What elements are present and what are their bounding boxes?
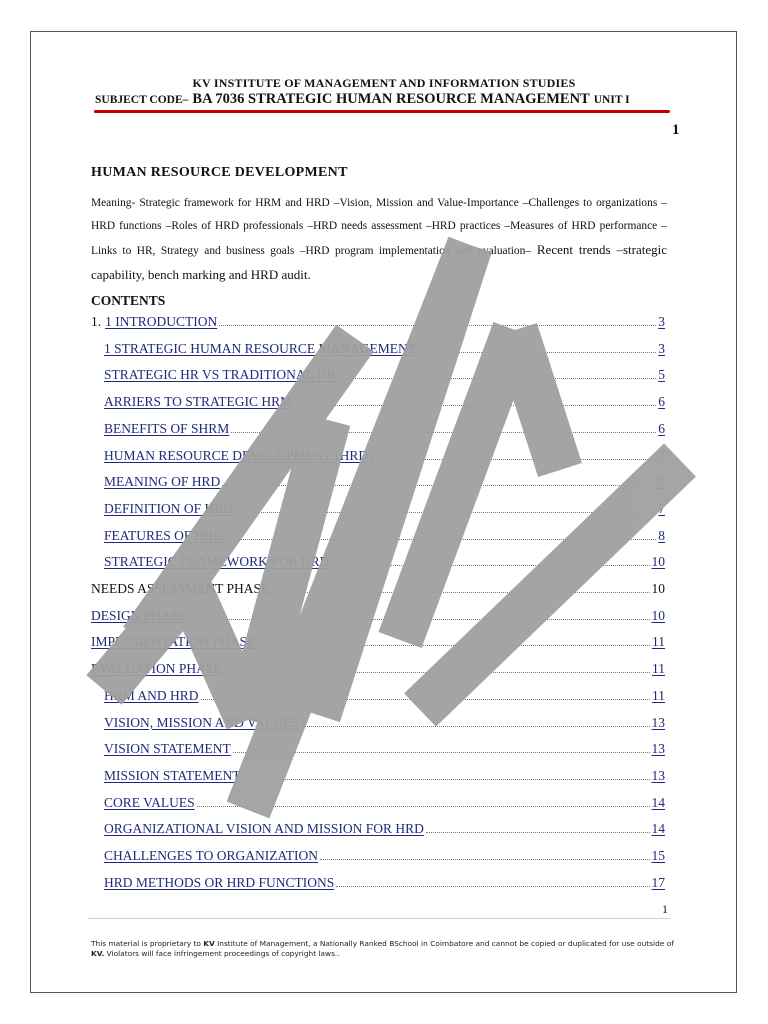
toc-dot-leader: [225, 539, 656, 540]
toc-page-number[interactable]: 3: [658, 340, 665, 356]
toc-entry[interactable]: [91, 737, 665, 757]
header-rule: [94, 110, 670, 113]
toc-page-number[interactable]: 3: [658, 314, 665, 329]
footer-kv-2: KV.: [91, 949, 105, 958]
toc-entry[interactable]: [91, 470, 665, 490]
toc-page-number: 10: [651, 581, 665, 596]
subject-header: [95, 90, 670, 108]
toc-entry-link[interactable]: 1 STRATEGIC HUMAN RESOURCE MANAGEMENT: [104, 340, 417, 356]
toc-dot-leader: [426, 832, 650, 833]
toc-entry-link[interactable]: ORGANIZATIONAL VISION AND MISSION FOR HRD: [104, 821, 424, 837]
toc-entry[interactable]: [91, 390, 665, 410]
toc-page-number[interactable]: 6: [658, 394, 665, 410]
toc-entry-link[interactable]: DESIGN PHASE: [91, 607, 187, 623]
toc-entry-link[interactable]: CHALLENGES TO ORGANIZATION: [104, 848, 318, 863]
toc-page-number[interactable]: 5: [658, 367, 665, 383]
toc-page-number[interactable]: 10: [651, 554, 665, 570]
toc-dot-leader: [233, 752, 650, 753]
footer-rule: [88, 918, 671, 919]
toc-page-number[interactable]: 11: [652, 687, 665, 703]
toc-entry[interactable]: [91, 657, 665, 677]
toc-page-number[interactable]: 10: [651, 607, 665, 623]
subject-code-label: SUBJECT CODE–: [95, 94, 189, 106]
toc-entry[interactable]: [91, 817, 665, 837]
toc-entry-link: NEEDS ASSESSMENT PHASE: [91, 581, 270, 596]
toc-dot-leader: [235, 512, 656, 513]
toc-entry[interactable]: [91, 363, 665, 383]
toc-dot-leader: [331, 565, 649, 566]
footer-text-2: Institute of Management, a Nationally Ranked BSchool in Coimbatore and cannot be copied or duplicated for use outside of: [214, 939, 674, 948]
toc-entry[interactable]: [91, 711, 665, 731]
toc-page-number[interactable]: 7: [658, 500, 665, 516]
toc-entry-link[interactable]: VISION STATEMENT: [104, 741, 231, 757]
toc-dot-leader: [336, 886, 649, 887]
toc-dot-leader: [222, 485, 656, 486]
toc-entry[interactable]: [91, 524, 665, 544]
toc-dot-leader: [271, 592, 649, 593]
subject-title: BA 7036 STRATEGIC HUMAN RESOURCE MANAGEMENT: [192, 91, 590, 107]
toc-entry-number: 1.: [91, 314, 102, 329]
toc-entry[interactable]: [91, 497, 665, 517]
section-title: HUMAN RESOURCE DEVELOPMENT: [91, 165, 348, 180]
toc-entry[interactable]: [91, 630, 665, 650]
toc-page-number[interactable]: 8: [658, 527, 665, 543]
toc-page-number[interactable]: 17: [651, 874, 665, 890]
toc-entry[interactable]: [91, 871, 665, 891]
page-number-bottom: 1: [662, 902, 668, 916]
toc-dot-leader: [375, 459, 657, 460]
toc-entry-link[interactable]: ARRIERS TO STRATEGIC HRM: [104, 394, 293, 410]
toc-entry[interactable]: [91, 444, 665, 464]
toc-entry-link[interactable]: STRATEGIC HR VS TRADITIONAL HR: [104, 367, 336, 383]
toc-page-number[interactable]: 13: [651, 714, 665, 730]
contents-heading: CONTENTS: [91, 293, 166, 308]
toc-entry-link[interactable]: STRATEGIC FRAMEWORK FOR HRD: [104, 554, 330, 570]
toc-entry[interactable]: [91, 417, 665, 437]
toc-page-number[interactable]: 11: [652, 661, 665, 677]
toc-dot-leader: [201, 699, 650, 700]
toc-entry: [91, 577, 665, 597]
toc-page-number[interactable]: 7: [658, 447, 665, 463]
institute-header: KV INSTITUTE OF MANAGEMENT AND INFORMATION STUDIES: [192, 76, 576, 90]
toc-page-number[interactable]: 14: [651, 821, 665, 837]
footer-kv-1: KV: [203, 939, 215, 948]
toc-entry-link[interactable]: BENEFITS OF SHRM: [104, 420, 230, 436]
toc-entry[interactable]: [91, 844, 665, 864]
toc-dot-leader: [243, 779, 650, 780]
toc-entry-link[interactable]: IMPLEMENTATION PHASE: [91, 634, 256, 650]
toc-entry-link[interactable]: DEFINITION OF HRD: [104, 500, 233, 516]
toc-dot-leader: [231, 432, 656, 433]
toc-page-number[interactable]: 6: [658, 420, 665, 436]
toc-dot-leader: [189, 619, 650, 620]
toc-entry-link[interactable]: 1 INTRODUCTION: [105, 314, 218, 329]
toc-dot-leader: [219, 325, 656, 326]
toc-dot-leader: [418, 352, 656, 353]
toc-dot-leader: [257, 645, 650, 646]
toc-dot-leader: [294, 405, 656, 406]
toc-entry-link[interactable]: HRM AND HRD: [104, 687, 199, 703]
unit-label: UNIT I: [593, 94, 630, 106]
toc-page-number[interactable]: 11: [652, 634, 665, 650]
toc-entry-link[interactable]: CORE VALUES: [104, 794, 195, 810]
toc-page-number[interactable]: 15: [651, 848, 665, 863]
syllabus-text: Meaning- Strategic framework for HRM and HRD –Vision, Mission and Value-Importance –Challenges to organizations –HRD functions –Roles of HRD professionals –HRD needs assessment –HRD practices –Measures of HRD performance – Links to HR, Strategy and business goals –HRD program implementation and evaluation–: [91, 197, 667, 257]
toc-dot-leader: [301, 726, 650, 727]
toc-page-number[interactable]: 7: [658, 474, 665, 490]
toc-entry[interactable]: [91, 310, 665, 330]
toc-entry-link[interactable]: HUMAN RESOURCE DEVELOPMENT (HRD): [104, 447, 373, 463]
toc-entry[interactable]: [91, 791, 665, 811]
page-number-top: 1: [672, 122, 680, 138]
toc-entry-link[interactable]: HRD METHODS OR HRD FUNCTIONS: [104, 874, 335, 890]
toc-page-number[interactable]: 14: [651, 794, 665, 810]
toc-dot-leader: [320, 859, 650, 860]
toc-entry[interactable]: [91, 337, 665, 357]
toc-dot-leader: [338, 378, 657, 379]
toc-page-number[interactable]: 13: [651, 767, 665, 783]
footer-text-3: Violators will face infringement proceedings of copyright laws..: [104, 949, 340, 958]
toc-page-number[interactable]: 13: [651, 741, 665, 757]
copyright-footer: [91, 939, 681, 959]
toc-entry[interactable]: [91, 764, 665, 784]
toc-entry[interactable]: [91, 550, 665, 570]
toc-dot-leader: [197, 806, 650, 807]
toc-entry[interactable]: [91, 604, 665, 624]
toc-entry-link[interactable]: MEANING OF HRD: [104, 474, 221, 490]
syllabus-text-tail: Recent trends –strategic capability, bench marking and HRD audit.: [91, 242, 668, 282]
toc-entry-link[interactable]: MISSION STATEMENT: [104, 767, 241, 783]
toc-entry-link[interactable]: VISION, MISSION AND VALUES: [104, 714, 299, 730]
toc-entry[interactable]: [91, 684, 665, 704]
toc-entry-link[interactable]: FEATURES OF HRD: [104, 527, 224, 543]
footer-text-1: This material is proprietary to: [91, 939, 204, 948]
toc-entry-link[interactable]: EVALUATION PHASE: [91, 661, 222, 677]
syllabus-description: [91, 192, 667, 288]
toc-dot-leader: [224, 672, 650, 673]
